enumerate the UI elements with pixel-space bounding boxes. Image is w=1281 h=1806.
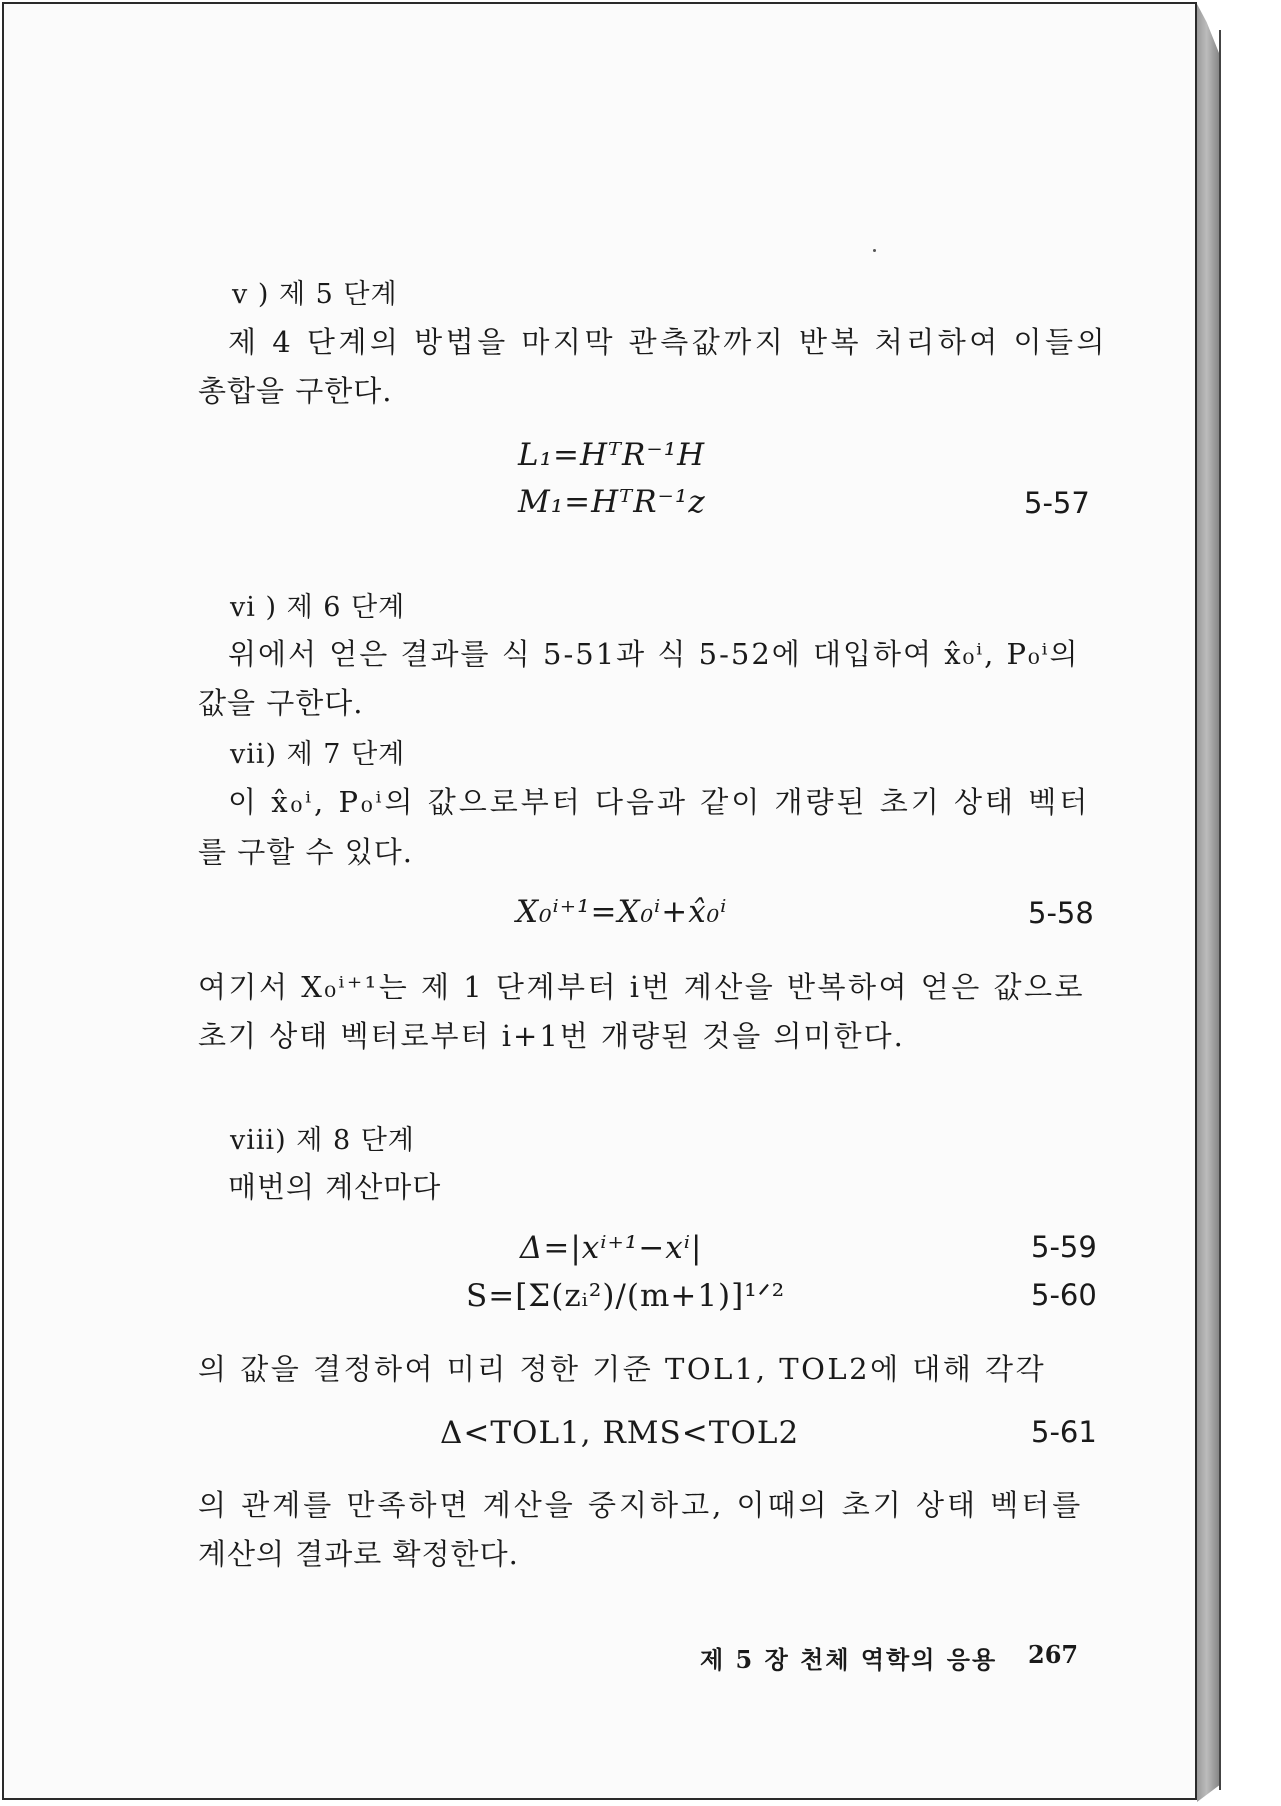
conclusion-line1: 의 관계를 만족하면 계산을 중지하고, 이때의 초기 상태 벡터를 [198,1488,1084,1522]
equation-5-58: X₀ⁱ⁺¹=X₀ⁱ+x̂₀ⁱ [516,894,728,930]
equation-number-5-57: 5-57 [1024,486,1090,520]
equation-number-5-61: 5-61 [1031,1415,1097,1449]
decide-text-line1: 의 값을 결정하여 미리 정한 기준 TOL1, TOL2에 대해 각각 [198,1352,1047,1386]
step5-text-line2: 총합을 구한다. [198,374,393,408]
step8-text-line1: 매번의 계산마다 [228,1170,442,1204]
equation-5-59: Δ=|xⁱ⁺¹−xⁱ| [520,1230,703,1266]
equation-5-60: S=[Σ(zᵢ²)/(m+1)]¹ᐟ² [466,1278,786,1314]
speck [873,249,876,252]
equation-5-61: Δ<TOL1, RMS<TOL2 [440,1415,800,1451]
equation-number-5-58: 5-58 [1028,896,1094,930]
running-footer-chapter: 제 5 장 천체 역학의 응용 [700,1645,998,1674]
equation-5-57-line2: M₁=HᵀR⁻¹z [518,484,706,520]
page-edge-line [1219,30,1221,1790]
page-number: 267 [1028,1640,1079,1669]
step5-text-line1: 제 4 단계의 방법을 마지막 관측값까지 반복 처리하여 이들의 [228,325,1109,359]
step7-text-line2: 를 구할 수 있다. [198,835,413,869]
step7-heading: vii) 제 7 단계 [230,739,406,770]
conclusion-line2: 계산의 결과로 확정한다. [198,1537,519,1571]
step7-text-line1: 이 x̂₀ⁱ, P₀ⁱ의 값으로부터 다음과 같이 개량된 초기 상태 벡터 [228,785,1091,819]
equation-5-57-line1: L₁=HᵀR⁻¹H [518,437,706,473]
equation-number-5-59: 5-59 [1031,1230,1097,1264]
page-edge-shadow [1197,4,1221,1802]
step6-text-line1: 위에서 얻은 결과를 식 5-51과 식 5-52에 대입하여 x̂₀ⁱ, P₀ⁱ의 [228,637,1080,671]
step6-heading: vi ) 제 6 단계 [230,592,406,623]
step8-heading: viii) 제 8 단계 [230,1125,415,1156]
explanation-line1: 여기서 X₀ⁱ⁺¹는 제 1 단계부터 i번 계산을 반복하여 얻은 값으로 [198,970,1086,1004]
explanation-line2: 초기 상태 벡터로부터 i+1번 개량된 것을 의미한다. [198,1019,905,1053]
step6-text-line2: 값을 구한다. [198,686,364,720]
equation-number-5-60: 5-60 [1031,1278,1097,1312]
step5-heading: v ) 제 5 단계 [232,279,398,310]
